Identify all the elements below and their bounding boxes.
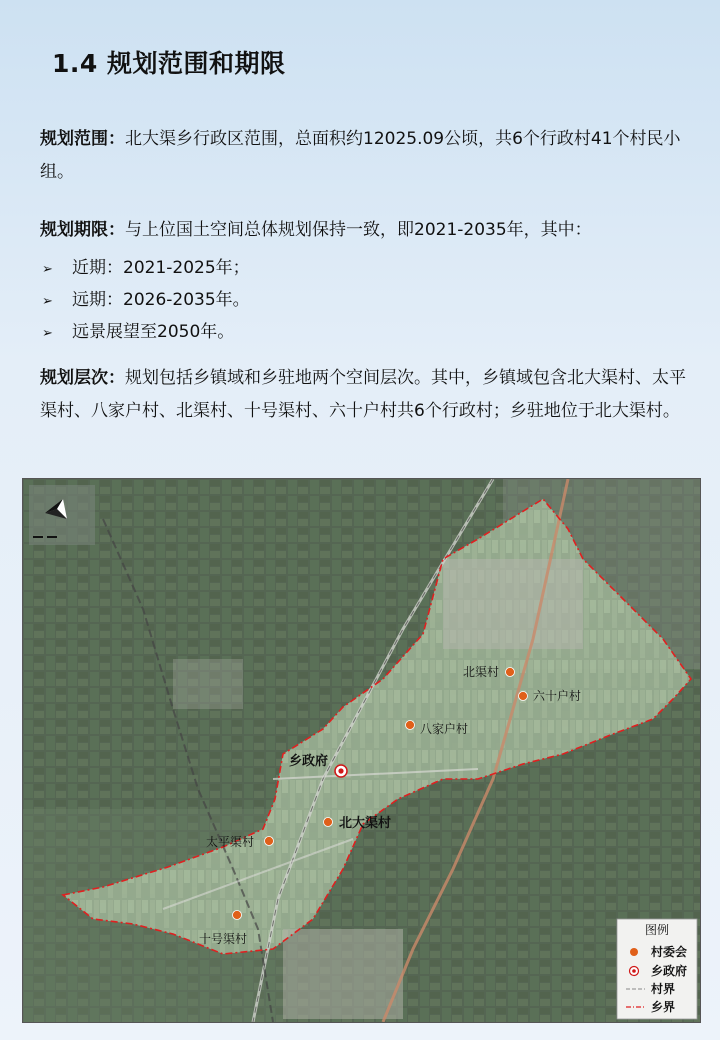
scope-text: 北大渠乡行政区范围，总面积约12025.09公顷，共6个行政村41个村民小组。 [40, 129, 681, 182]
scope-paragraph [40, 123, 692, 189]
arrow-bullet-icon: ➢ [42, 262, 53, 277]
township-gov-label: 乡政府 [289, 754, 329, 769]
legend-village-icon [630, 948, 638, 956]
village-label: 太平渠村 [206, 835, 255, 849]
arrow-bullet-icon: ➢ [42, 294, 53, 309]
map-legend [617, 919, 697, 1019]
period-item: ➢ 远期：2026-2035年。 [42, 284, 250, 318]
period-item: ➢ 远景展望至2050年。 [42, 316, 234, 350]
section-title: 1.4 规划范围和期限 [52, 49, 286, 78]
legend-title: 图例 [645, 923, 670, 937]
svg-text:村委会: 村委会 [651, 945, 688, 959]
north-arrow-icon [29, 485, 95, 545]
period-item: ➢ 近期：2021-2025年； [42, 252, 250, 286]
svg-text:村界: 村界 [651, 982, 676, 996]
svg-text:乡政府: 乡政府 [651, 964, 688, 978]
period-text: 与上位国土空间总体规划保持一致，即2021-2035年，其中： [125, 220, 592, 240]
scope-label: 规划范围： [40, 129, 125, 149]
arrow-bullet-icon: ➢ [42, 326, 53, 341]
levels-text: 规划包括乡镇域和乡驻地两个空间层次。其中，乡镇域包含北大渠村、太平渠村、八家户村、北渠村、十号渠村、六十户村共6个行政村；乡驻地位于北大渠村。 [40, 368, 686, 421]
village-label: 十号渠村 [199, 932, 248, 946]
svg-text:乡界: 乡界 [651, 1000, 676, 1014]
levels-label: 规划层次： [40, 368, 125, 388]
village-label: 北大渠村 [339, 816, 392, 831]
period-label: 规划期限： [40, 220, 125, 240]
village-label: 六十户村 [533, 689, 582, 703]
village-label: 北渠村 [463, 665, 500, 679]
period-paragraph [40, 214, 692, 247]
planning-map [22, 478, 701, 1023]
levels-paragraph [40, 362, 692, 428]
village-label: 八家户村 [420, 722, 469, 736]
